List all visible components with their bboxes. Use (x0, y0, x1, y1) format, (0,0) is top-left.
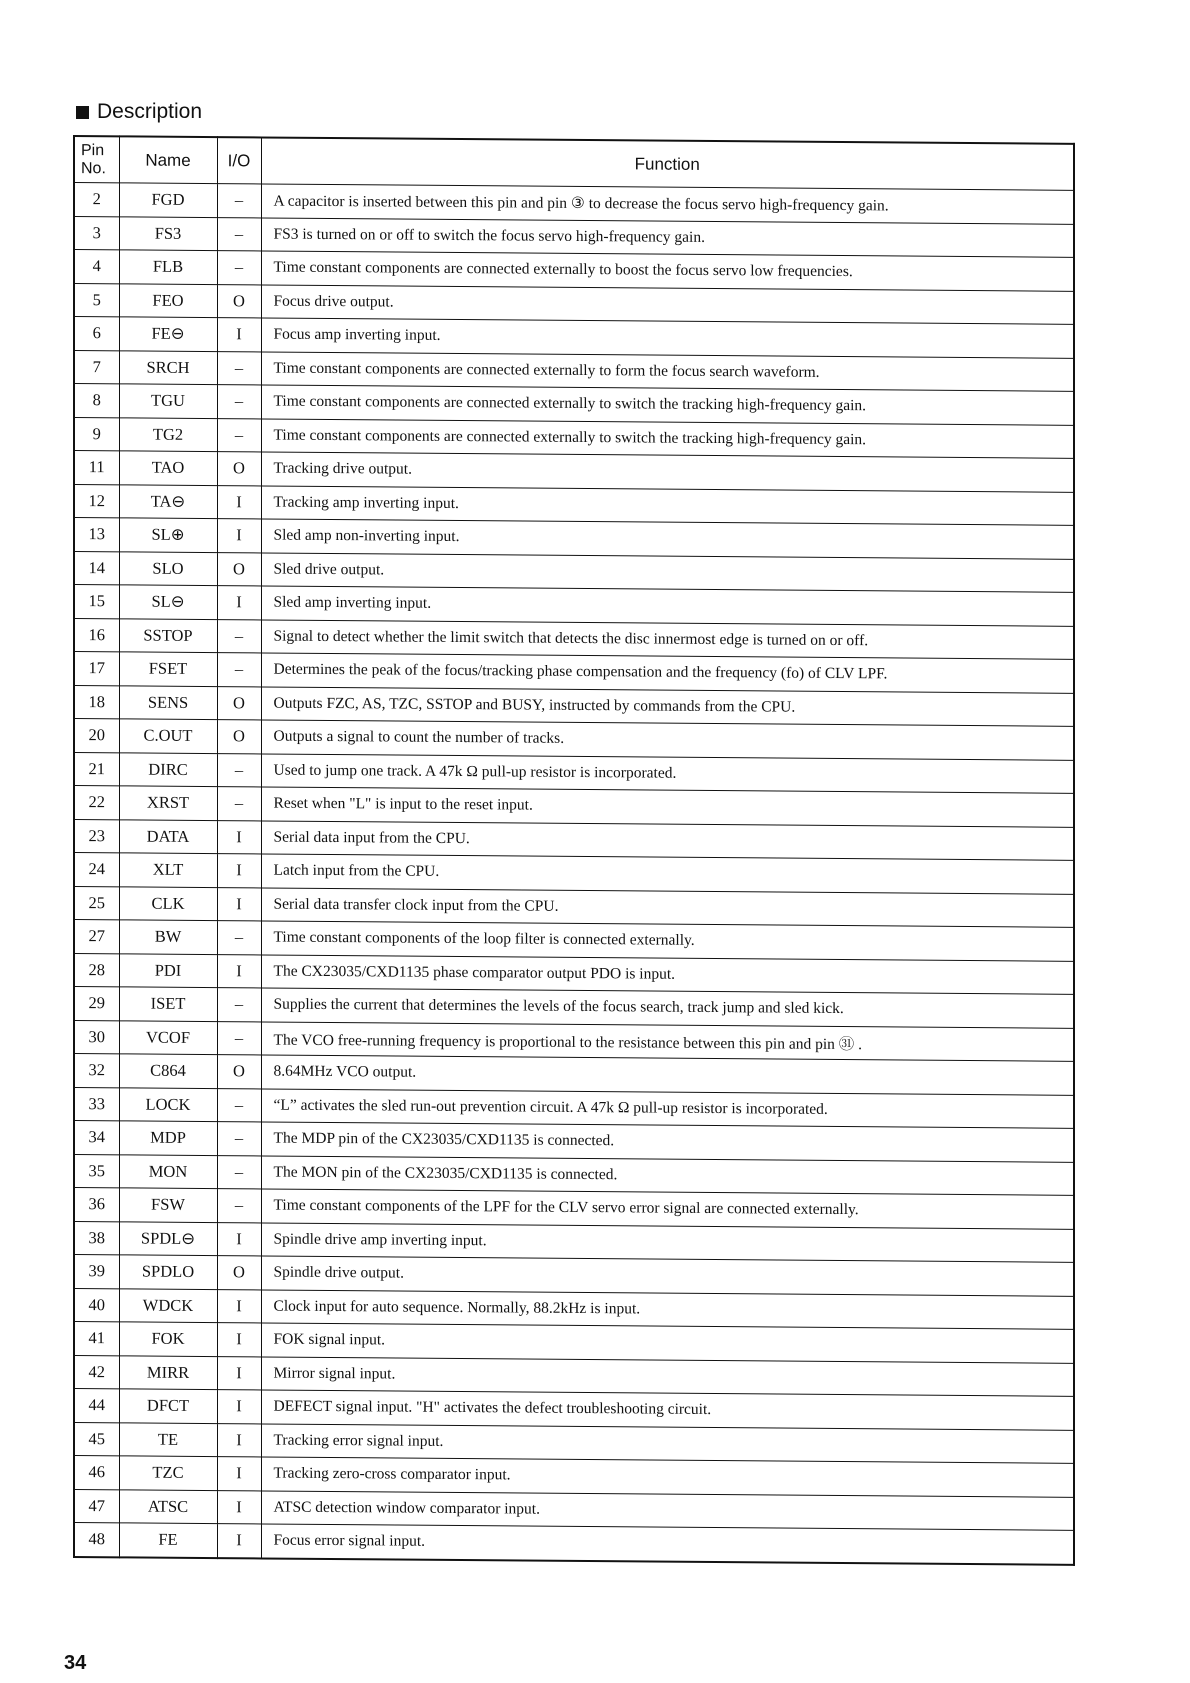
function-cell: The CX23035/CXD1135 phase comparator output PDO is input. (261, 954, 1074, 994)
function-cell: Clock input for auto sequence. Normally, 88.2kHz is input. (261, 1289, 1074, 1329)
function-cell: 8.64MHz VCO output. (261, 1055, 1074, 1095)
io-cell: – (217, 184, 261, 218)
function-cell: Determines the peak of the focus/tracking phase compensation and the frequency (fo) of CLV LPF. (261, 653, 1074, 693)
pin-name-cell: PDI (119, 953, 217, 987)
io-cell: O (217, 1256, 261, 1290)
header-io: I/O (217, 137, 261, 184)
pin-number-cell: 28 (74, 953, 119, 987)
function-cell: Used to jump one track. A 47k Ω pull-up resistor is incorporated. (261, 753, 1074, 793)
io-cell: O (217, 552, 261, 586)
io-cell: I (217, 1423, 261, 1457)
pin-name-cell: DIRC (119, 752, 217, 786)
table-row (74, 1523, 1074, 1565)
pin-name-cell: FE (119, 1523, 217, 1558)
table-header-row (74, 136, 1074, 190)
pin-name-cell: TAO (119, 451, 217, 485)
pin-name-cell: XLT (119, 853, 217, 887)
function-cell: The MON pin of the CX23035/CXD1135 is connected. (261, 1155, 1074, 1195)
io-cell: – (217, 921, 261, 955)
pin-number-cell: 25 (74, 886, 119, 920)
io-cell: – (217, 1155, 261, 1189)
io-cell: I (217, 887, 261, 921)
function-cell: Latch input from the CPU. (261, 854, 1074, 894)
pin-number-cell: 14 (74, 551, 119, 585)
pin-number-cell: 9 (74, 417, 119, 451)
io-cell: – (217, 619, 261, 653)
pin-number-cell: 16 (74, 618, 119, 652)
square-bullet-icon (76, 106, 89, 119)
pin-name-cell: FEO (119, 283, 217, 317)
pin-name-cell: MON (119, 1154, 217, 1188)
io-cell: O (217, 284, 261, 318)
pin-name-cell: SPDLO (119, 1255, 217, 1289)
io-cell: O (217, 720, 261, 754)
pin-name-cell: MIRR (119, 1355, 217, 1389)
io-cell: I (217, 954, 261, 988)
io-cell: – (217, 787, 261, 821)
io-cell: – (217, 251, 261, 285)
io-cell: O (217, 686, 261, 720)
pin-number-cell: 34 (74, 1121, 119, 1155)
pin-name-cell: SL⊕ (119, 518, 217, 552)
io-cell: I (217, 485, 261, 519)
io-cell: O (217, 452, 261, 486)
io-cell: I (217, 1289, 261, 1323)
pin-name-cell: DFCT (119, 1389, 217, 1423)
pin-number-cell: 7 (74, 350, 119, 384)
function-cell: Time constant components are connected externally to switch the tracking high-frequency gain. (261, 385, 1074, 425)
io-cell: – (217, 1122, 261, 1156)
function-cell: Tracking amp inverting input. (261, 485, 1074, 525)
pin-name-cell: FOK (119, 1322, 217, 1356)
function-cell: Focus error signal input. (261, 1524, 1074, 1564)
function-cell: Sled drive output. (261, 552, 1074, 592)
io-cell: I (217, 1490, 261, 1524)
function-cell: DEFECT signal input. "H" activates the defect troubleshooting circuit. (261, 1390, 1074, 1430)
pin-number-cell: 27 (74, 920, 119, 954)
function-cell: ATSC detection window comparator input. (261, 1490, 1074, 1530)
io-cell: – (217, 653, 261, 687)
pin-name-cell: FSET (119, 652, 217, 686)
function-cell: A capacitor is inserted between this pin and pin ③ to decrease the focus servo high-frequency gain. (261, 184, 1074, 224)
pin-number-cell: 36 (74, 1188, 119, 1222)
pin-name-cell: FLB (119, 250, 217, 284)
pin-number-cell: 22 (74, 786, 119, 820)
pin-name-cell: TZC (119, 1456, 217, 1490)
pin-name-cell: TGU (119, 384, 217, 418)
pin-name-cell: C864 (119, 1054, 217, 1088)
section-title: Description (97, 100, 203, 123)
function-cell: Serial data transfer clock input from the CPU. (261, 887, 1074, 927)
function-cell: Outputs a signal to count the number of tracks. (261, 720, 1074, 760)
pin-number-cell: 39 (74, 1255, 119, 1289)
pin-number-cell: 23 (74, 819, 119, 853)
function-cell: Focus amp inverting input. (261, 318, 1074, 358)
function-cell: Time constant components of the LPF for the CLV servo error signal are connected externally. (261, 1189, 1074, 1229)
pin-name-cell: MDP (119, 1121, 217, 1155)
function-cell: Mirror signal input. (261, 1356, 1074, 1396)
io-cell: – (217, 418, 261, 452)
function-cell: Time constant components are connected externally to form the focus search waveform. (261, 351, 1074, 391)
io-cell: I (217, 519, 261, 553)
io-cell: – (217, 1088, 261, 1122)
pin-name-cell: FSW (119, 1188, 217, 1222)
header-pin-no: Pin No. (74, 136, 119, 183)
function-cell: Reset when "L" is input to the reset input. (261, 787, 1074, 827)
function-cell: FOK signal input. (261, 1323, 1074, 1363)
pin-number-cell: 12 (74, 484, 119, 518)
function-cell: Time constant components are connected externally to boost the focus servo low frequencies. (261, 251, 1074, 291)
pin-name-cell: ATSC (119, 1489, 217, 1523)
pin-number-cell: 38 (74, 1221, 119, 1255)
pin-number-cell: 20 (74, 719, 119, 753)
pin-name-cell: WDCK (119, 1288, 217, 1322)
pin-number-cell: 47 (74, 1489, 119, 1523)
pin-number-cell: 17 (74, 652, 119, 686)
table-body (74, 183, 1074, 1565)
pin-name-cell: XRST (119, 786, 217, 820)
io-cell: I (217, 1323, 261, 1357)
function-cell: FS3 is turned on or off to switch the focus servo high-frequency gain. (261, 217, 1074, 257)
io-cell: – (217, 1021, 261, 1055)
function-cell: The VCO free-running frequency is proportional to the resistance between this pin and pin ㉛ . (261, 1021, 1074, 1061)
pin-name-cell: C.OUT (119, 719, 217, 753)
io-cell: I (217, 1524, 261, 1558)
pin-description-table-wrap (73, 135, 1075, 1565)
pin-name-cell: FE⊖ (119, 317, 217, 351)
pin-description-table (73, 135, 1075, 1565)
io-cell: – (217, 753, 261, 787)
function-cell: Signal to detect whether the limit switch that detects the disc innermost edge is turned on or off. (261, 619, 1074, 659)
io-cell: I (217, 1457, 261, 1491)
pin-number-cell: 32 (74, 1054, 119, 1088)
io-cell: – (217, 1189, 261, 1223)
pin-name-cell: VCOF (119, 1020, 217, 1054)
pin-number-cell: 2 (74, 183, 119, 217)
io-cell: I (217, 1356, 261, 1390)
io-cell: I (217, 820, 261, 854)
pin-number-cell: 3 (74, 216, 119, 250)
pin-name-cell: TG2 (119, 417, 217, 451)
pin-name-cell: LOCK (119, 1087, 217, 1121)
io-cell: I (217, 1222, 261, 1256)
function-cell: Serial data input from the CPU. (261, 820, 1074, 860)
function-cell: Time constant components are connected externally to switch the tracking high-frequency gain. (261, 418, 1074, 458)
pin-number-cell: 15 (74, 585, 119, 619)
pin-name-cell: SLO (119, 551, 217, 585)
pin-number-cell: 21 (74, 752, 119, 786)
function-cell: Tracking drive output. (261, 452, 1074, 492)
function-cell: Tracking error signal input. (261, 1423, 1074, 1463)
pin-name-cell: SSTOP (119, 618, 217, 652)
pin-name-cell: FS3 (119, 216, 217, 250)
pin-number-cell: 46 (74, 1456, 119, 1490)
io-cell: O (217, 1055, 261, 1089)
pin-number-cell: 24 (74, 853, 119, 887)
function-cell: Sled amp inverting input. (261, 586, 1074, 626)
pin-number-cell: 33 (74, 1087, 119, 1121)
function-cell: Supplies the current that determines the levels of the focus search, track jump and sled kick. (261, 988, 1074, 1028)
io-cell: I (217, 318, 261, 352)
section-heading (76, 100, 202, 124)
function-cell: Sled amp non-inverting input. (261, 519, 1074, 559)
pin-number-cell: 5 (74, 283, 119, 317)
pin-name-cell: SRCH (119, 350, 217, 384)
page-number: 34 (64, 1652, 87, 1674)
io-cell: I (217, 854, 261, 888)
pin-name-cell: TA⊖ (119, 484, 217, 518)
function-cell: Focus drive output. (261, 284, 1074, 324)
pin-number-cell: 35 (74, 1154, 119, 1188)
io-cell: I (217, 586, 261, 620)
pin-number-cell: 42 (74, 1355, 119, 1389)
pin-name-cell: SPDL⊖ (119, 1221, 217, 1255)
pin-number-cell: 48 (74, 1523, 119, 1557)
pin-name-cell: TE (119, 1422, 217, 1456)
function-cell: The MDP pin of the CX23035/CXD1135 is connected. (261, 1122, 1074, 1162)
header-name: Name (119, 136, 217, 183)
pin-name-cell: SENS (119, 685, 217, 719)
function-cell: Spindle drive output. (261, 1256, 1074, 1296)
pin-name-cell: DATA (119, 819, 217, 853)
function-cell: Time constant components of the loop filter is connected externally. (261, 921, 1074, 961)
pin-number-cell: 44 (74, 1389, 119, 1423)
io-cell: I (217, 1390, 261, 1424)
pin-name-cell: SL⊖ (119, 585, 217, 619)
function-cell: Tracking zero-cross comparator input. (261, 1457, 1074, 1497)
pin-number-cell: 4 (74, 250, 119, 284)
pin-number-cell: 41 (74, 1322, 119, 1356)
pin-number-cell: 45 (74, 1422, 119, 1456)
io-cell: – (217, 385, 261, 419)
pin-number-cell: 11 (74, 451, 119, 485)
pin-name-cell: FGD (119, 183, 217, 217)
io-cell: – (217, 988, 261, 1022)
function-cell: “L” activates the sled run-out prevention circuit. A 47k Ω pull-up resistor is incorporated. (261, 1088, 1074, 1128)
pin-number-cell: 30 (74, 1020, 119, 1054)
pin-number-cell: 13 (74, 518, 119, 552)
function-cell: Outputs FZC, AS, TZC, SSTOP and BUSY, instructed by commands from the CPU. (261, 686, 1074, 726)
header-function: Function (261, 137, 1074, 190)
pin-number-cell: 40 (74, 1288, 119, 1322)
pin-number-cell: 8 (74, 384, 119, 418)
pin-number-cell: 18 (74, 685, 119, 719)
function-cell: Spindle drive amp inverting input. (261, 1222, 1074, 1262)
io-cell: – (217, 217, 261, 251)
pin-name-cell: ISET (119, 987, 217, 1021)
pin-number-cell: 6 (74, 317, 119, 351)
pin-name-cell: BW (119, 920, 217, 954)
io-cell: – (217, 351, 261, 385)
pin-name-cell: CLK (119, 886, 217, 920)
pin-number-cell: 29 (74, 987, 119, 1021)
